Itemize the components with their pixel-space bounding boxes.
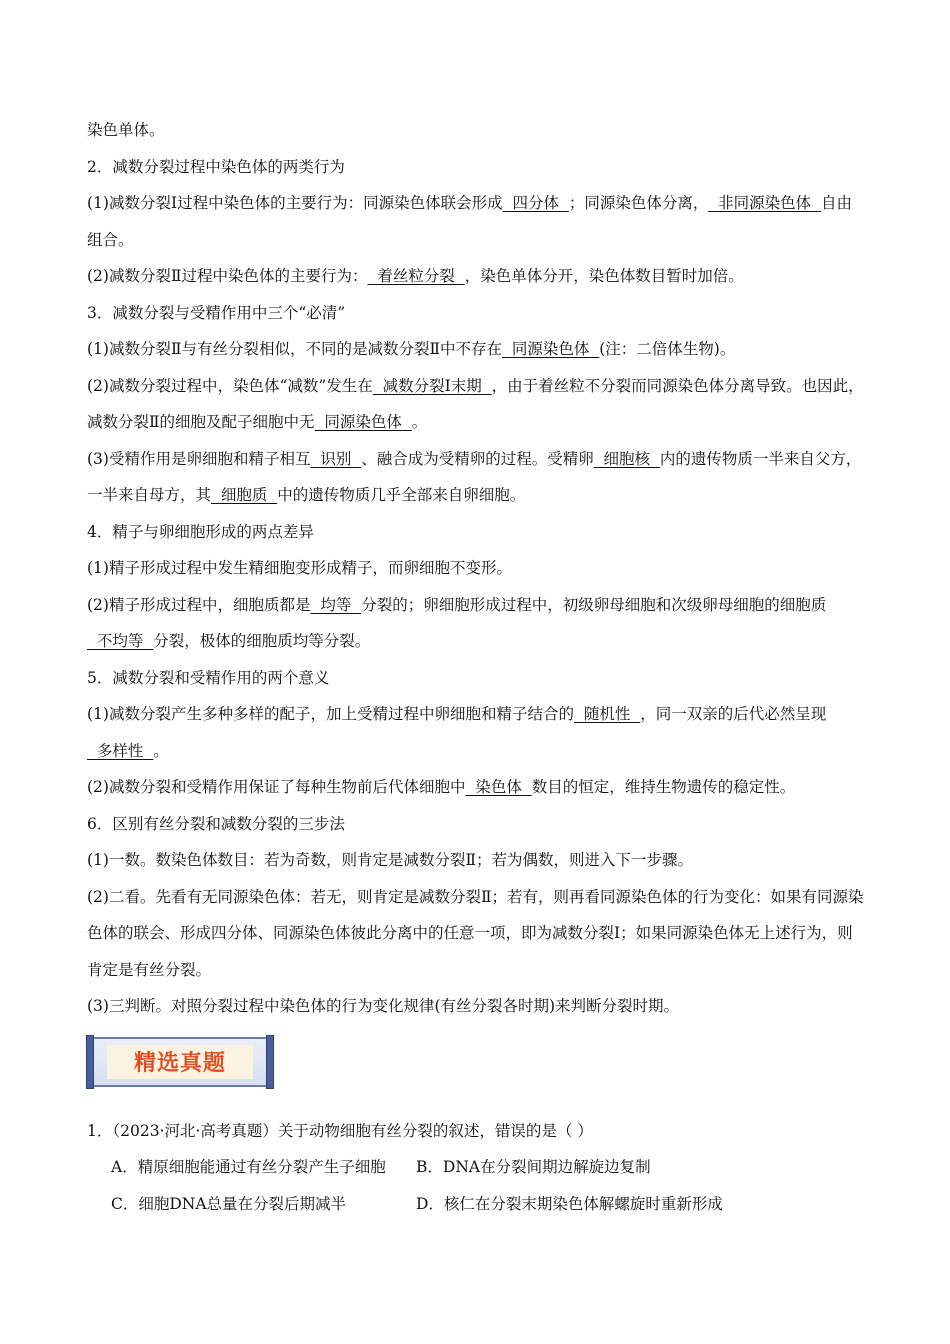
heading-text: 4．精子与卵细胞形成的两点差异: [87, 522, 314, 541]
text: 分裂，极体的细胞质均等分裂。: [153, 632, 371, 650]
text: (1)一数。数染色体数目：若为奇数，则肯定是减数分裂Ⅱ；若为偶数，则进入下一步骤。: [87, 851, 693, 869]
document-body: [87, 112, 865, 1222]
option-d: D．核仁在分裂末期染色体解螺旋时重新形成: [416, 1194, 723, 1213]
text: (2)精子形成过程中，细胞质都是: [87, 595, 311, 614]
question-text: 1．（2023·河北·高考真题）关于动物细胞有丝分裂的叙述，错误的是（ ）: [87, 1121, 593, 1140]
banner-title: 精选真题: [107, 1045, 253, 1079]
option-b: B．DNA在分裂间期边解旋边复制: [416, 1158, 651, 1176]
paragraph: [87, 441, 865, 514]
heading-text: 2．减数分裂过程中染色体的两类行为: [87, 157, 345, 176]
section-heading: [87, 514, 865, 551]
text: (2)减数分裂过程中，染色体“减数”发生在: [87, 376, 373, 395]
text: 。: [153, 741, 169, 760]
paragraph: [87, 696, 865, 769]
text: 自由组合。: [87, 194, 853, 249]
text: 、融合成为受精卵的过程。受精卵: [361, 449, 594, 468]
banner-scroll-rod: [266, 1035, 274, 1089]
text: (2)二看。先看有无同源染色体：若无，则肯定是减数分裂Ⅱ；若有，则再看同源染色体的行为变化：如果有同源染色体的联会、形成四分体、同源染色体彼此分离中的任意一项，即为减数分裂Ⅰ；如果同源染色体无上述行为，则肯定是有丝分裂。: [87, 887, 864, 979]
fill-blank-answer: 同源染色体: [502, 340, 600, 358]
fill-blank-answer: 减数分裂Ⅰ末期: [372, 376, 492, 395]
fill-blank-answer: 同源染色体: [314, 413, 412, 431]
paragraph: [87, 331, 865, 368]
paragraph: [87, 842, 865, 879]
fill-blank-answer: 多样性: [87, 741, 154, 760]
fill-blank-answer: 随机性: [573, 705, 641, 723]
paragraph: [87, 988, 865, 1025]
fill-blank-answer: 非同源染色体: [708, 194, 822, 212]
paragraph: [87, 258, 865, 295]
fill-blank-answer: 四分体: [502, 194, 569, 212]
text: (3)受精作用是卵细胞和精子相互: [87, 449, 311, 468]
heading-text: 6．区别有丝分裂和减数分裂的三步法: [87, 814, 345, 833]
paragraph: [87, 769, 865, 806]
section-banner: [91, 1037, 269, 1087]
text: (3)三判断。对照分裂过程中染色体的行为变化规律(有丝分裂各时期)来判断分裂时期。: [87, 997, 680, 1015]
text: ，由于着丝粒不分裂而同源染色体分离导致。也因此，减数分裂Ⅱ的细胞及配子细胞中无: [87, 376, 864, 431]
question-options: [87, 1149, 865, 1222]
fill-blank-answer: 细胞核: [593, 449, 660, 468]
paragraph: [87, 550, 865, 587]
text: (1)减数分裂Ⅱ与有丝分裂相似，不同的是减数分裂Ⅱ中不存在: [87, 340, 503, 358]
paragraph: [87, 112, 865, 149]
fill-blank-answer: 染色体: [465, 778, 532, 796]
text: 。: [411, 413, 428, 431]
section-heading: [87, 806, 865, 843]
text: 数目的恒定，维持生物遗传的稳定性。: [531, 778, 796, 796]
section-heading: [87, 149, 865, 186]
heading-text: 3．减数分裂与受精作用中三个“必清”: [87, 303, 346, 322]
heading-text: 5．减数分裂和受精作用的两个意义: [87, 668, 330, 687]
paragraph: [87, 368, 865, 441]
text: (2)减数分裂和受精作用保证了每种生物前后代体细胞中: [87, 778, 466, 796]
question-stem: [87, 1113, 865, 1150]
text: 中的遗传物质几乎全部来自卵细胞。: [277, 486, 526, 504]
text: (1)精子形成过程中发生精细胞变形成精子，而卵细胞不变形。: [87, 559, 512, 577]
fill-blank-answer: 着丝粒分裂: [367, 267, 465, 285]
text: (注：二倍体生物)。: [599, 340, 736, 358]
text: (2)减数分裂Ⅱ过程中染色体的主要行为：: [87, 267, 368, 285]
fill-blank-answer: 细胞质: [211, 486, 278, 504]
fill-blank-answer: 不均等: [87, 632, 154, 650]
section-heading: [87, 295, 865, 332]
section-heading: [87, 660, 865, 697]
text: 染色单体。: [87, 121, 165, 139]
fill-blank-answer: 均等: [310, 595, 362, 614]
text: ，同一双亲的后代必然呈现: [640, 705, 827, 723]
banner-scroll-rod: [86, 1035, 94, 1089]
option-c: C．细胞DNA总量在分裂后期减半: [111, 1194, 347, 1213]
paragraph: [87, 879, 865, 989]
paragraph: [87, 185, 865, 258]
text: 分裂的；卵细胞形成过程中，初级卵母细胞和次级卵母细胞的细胞质: [361, 595, 827, 614]
text: (1)减数分裂产生多种多样的配子，加上受精过程中卵细胞和精子结合的: [87, 705, 574, 723]
text: 内的遗传物质一半来自父方，一半来自母方，其: [87, 449, 862, 504]
text: ；同源染色体分离，: [568, 194, 709, 212]
paragraph: [87, 587, 865, 660]
text: (1)减数分裂Ⅰ过程中染色体的主要行为：同源染色体联会形成: [87, 194, 503, 212]
fill-blank-answer: 识别: [310, 449, 362, 468]
text: ，染色单体分开，染色体数目暂时加倍。: [464, 267, 744, 285]
option-a: A．精原细胞能通过有丝分裂产生子细胞: [111, 1158, 386, 1176]
